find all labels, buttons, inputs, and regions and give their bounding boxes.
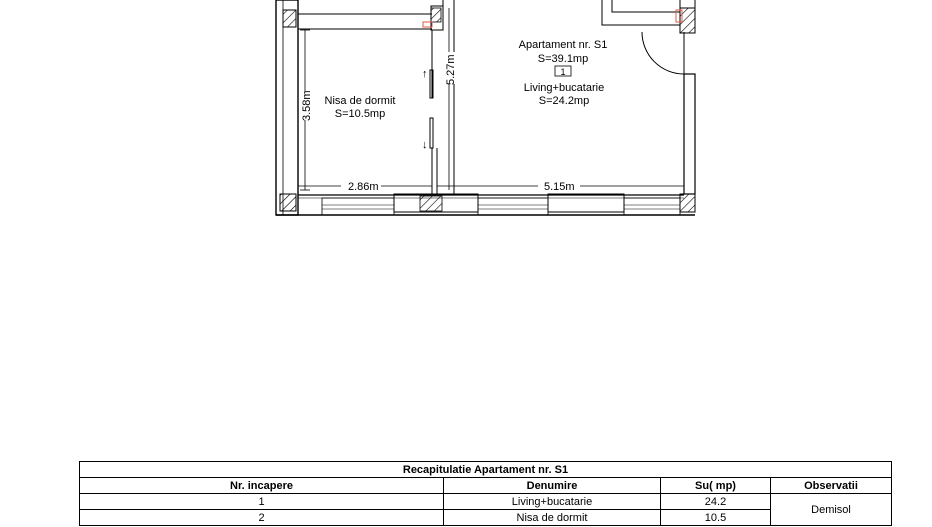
room-number: 1 — [560, 67, 566, 77]
row-2-number: 2 — [80, 510, 444, 526]
dim-horizontal-left: 2.86m — [348, 181, 379, 193]
apartment-area: S=39.1mp — [537, 53, 589, 65]
slide-arrow-up: ↑ — [422, 68, 428, 80]
bottom-column-right — [548, 194, 624, 212]
window-1 — [322, 198, 394, 215]
table-row — [80, 510, 892, 526]
left-exterior-wall — [276, 0, 298, 215]
header-observatii: Observatii — [771, 478, 892, 494]
left-wall-hatch-bottom — [280, 194, 296, 211]
row-1-number: 1 — [80, 494, 444, 510]
row-1-area: 24.2 — [661, 494, 771, 510]
entry-door-swing — [642, 32, 684, 74]
row-2-area: 10.5 — [661, 510, 771, 526]
living-room-area: S=24.2mp — [538, 95, 590, 107]
table-row — [80, 494, 892, 510]
observatii-value: Demisol — [771, 494, 892, 526]
apartment-title: Apartament nr. S1 — [518, 39, 608, 51]
header-nr-incapere: Nr. incapere — [80, 478, 444, 494]
window-2 — [478, 198, 548, 215]
header-denumire: Denumire — [444, 478, 661, 494]
summary-table — [79, 461, 892, 526]
table-title: Recapitulatie Apartament nr. S1 — [80, 462, 892, 478]
left-wall-hatch-top — [283, 10, 296, 27]
row-2-name: Nisa de dormit — [444, 510, 661, 526]
central-partition-hatch — [431, 8, 441, 22]
dim-horizontal-right: 5.15m — [544, 181, 575, 193]
living-room-name: Living+bucatarie — [523, 82, 605, 94]
sliding-door-lower — [430, 118, 433, 148]
row-1-name: Living+bucatarie — [444, 494, 661, 510]
sleeping-nook-name: Nisa de dormit — [324, 95, 396, 107]
dim-vertical-right: 5.27m — [445, 54, 457, 85]
slide-arrow-down: ↓ — [422, 139, 428, 151]
sleeping-nook-area: S=10.5mp — [334, 108, 386, 120]
window-3 — [624, 198, 680, 215]
right-exterior-wall — [684, 74, 695, 194]
dim-vertical-left: 3.58m — [301, 90, 313, 121]
header-su-mp: Su( mp) — [661, 478, 771, 494]
